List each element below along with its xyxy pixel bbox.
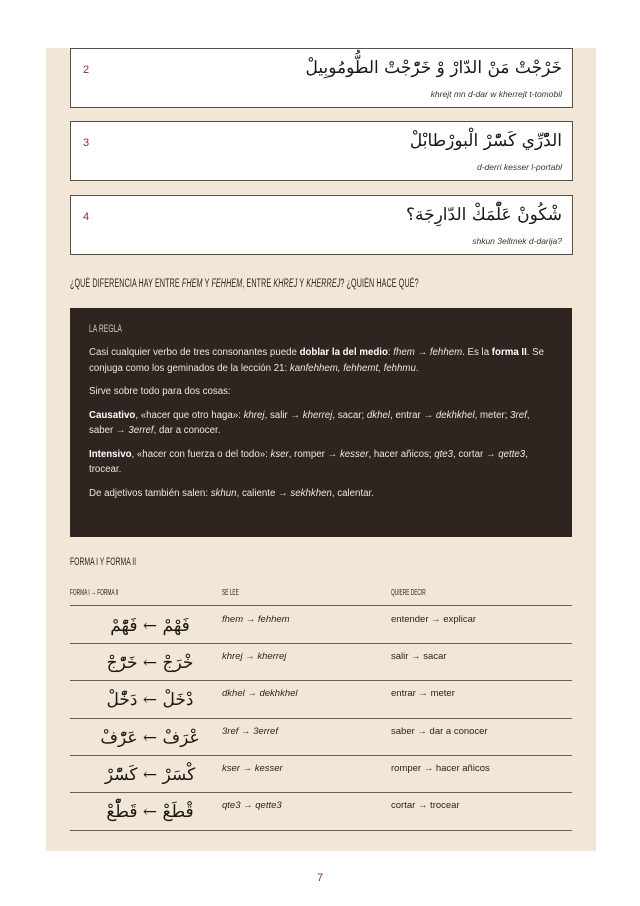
example-box-4 xyxy=(70,195,573,255)
example-arabic: الدّْرِّي كَسّْرْ الْبورْطابْلْ xyxy=(409,131,562,151)
table-cell-arabic: قْطَعْ ← قَطّْعْ xyxy=(106,802,194,822)
text: Casi cualquier verbo de tres consonantes puede xyxy=(89,347,300,358)
text: , trocear. xyxy=(89,448,528,475)
question-text: Y xyxy=(202,278,212,290)
italic-text: kherrej xyxy=(302,409,333,421)
bold-text: forma II xyxy=(491,347,527,358)
italic-text: fhem → fehhem xyxy=(393,347,463,358)
table-divider xyxy=(70,755,572,756)
text: , «hacer con fuerza o del todo»: xyxy=(131,448,271,460)
question-word: FEHHEM xyxy=(211,278,243,290)
italic-text: kser xyxy=(270,448,289,460)
text: De adjetivos también salen: xyxy=(89,487,211,499)
rule-paragraph-5 xyxy=(89,486,553,502)
text: , meter; xyxy=(474,409,511,421)
table-header: FORMA I → FORMA II xyxy=(70,588,119,597)
text: , cortar → xyxy=(453,448,499,460)
text: . xyxy=(415,362,419,374)
example-transliteration: khrejt mn d-dar w kherrejt t-tomobil xyxy=(430,89,562,99)
example-number: 3 xyxy=(83,137,90,149)
question-text: , ENTRE xyxy=(242,278,274,290)
table-cell-transliteration: 3ref → 3erref xyxy=(222,726,278,737)
italic-text: qte3 xyxy=(434,448,454,460)
question-text: ¿QUÉ DIFERENCIA HAY ENTRE xyxy=(70,278,182,290)
question-text: Y xyxy=(297,278,307,290)
rule-paragraph-4 xyxy=(89,447,553,478)
example-arabic: شْكُونْ عَلّْمَكْ الدّارِجَة؟ xyxy=(405,205,562,225)
bold-text: Intensivo xyxy=(89,448,132,460)
page-number: 7 xyxy=(316,872,324,884)
rule-paragraph-1 xyxy=(89,345,553,376)
italic-text: sekhkhen xyxy=(290,487,332,499)
table-cell-arabic: خْرَجْ ← خَرّْجْ xyxy=(106,653,194,673)
italic-text: kanfehhem, fehhemt, fehhmu xyxy=(289,362,416,374)
example-box-3 xyxy=(70,121,573,181)
rule-paragraph-2: Sirve sobre todo para dos cosas: xyxy=(89,386,231,397)
italic-text: 3erref xyxy=(128,425,154,436)
italic-text: khrej xyxy=(243,409,265,421)
table-cell-arabic: عْرَفْ ← عَرّْفْ xyxy=(100,728,200,748)
table-divider xyxy=(70,718,572,719)
text: , saber → xyxy=(89,409,530,436)
text: : xyxy=(387,347,394,358)
text: . Se conjuga como los geminados de la lección 21: xyxy=(89,347,545,374)
table-cell-arabic: فَهْمْ ← فَهّْمْ xyxy=(110,616,190,636)
text: , caliente → xyxy=(236,487,291,499)
question-heading xyxy=(70,278,419,290)
table-cell-transliteration: kser → kesser xyxy=(222,763,283,774)
text: , calentar. xyxy=(331,487,374,499)
text: , «hacer que otro haga»: xyxy=(135,409,244,421)
table-header: SE LEE xyxy=(222,588,239,597)
rule-title: LA REGLA xyxy=(89,323,122,335)
table-cell-meaning: entrar → meter xyxy=(391,688,455,699)
table-divider xyxy=(70,643,572,644)
table-cell-arabic: دْخَلْ ← دَخّْلْ xyxy=(106,690,194,710)
italic-text: dekhkhel xyxy=(435,409,475,421)
italic-text: 3ref xyxy=(510,409,527,421)
question-text: ? ¿QUIÉN HACE QUÉ? xyxy=(340,278,419,290)
italic-text: kesser xyxy=(339,448,369,460)
table-divider xyxy=(70,605,572,606)
italic-text: skhun xyxy=(210,487,237,499)
table-header: QUIERE DECIR xyxy=(391,588,426,597)
bold-text: Causativo xyxy=(89,409,136,421)
example-arabic: خَرْجْتْ مَنْ الدّارْ وْ خَرّْجْتْ الطُّومُوبِيلْ xyxy=(305,58,562,78)
question-word: FHEM xyxy=(181,278,203,290)
italic-text: dkhel xyxy=(366,409,391,421)
table-title: FORMA I Y FORMA II xyxy=(70,556,137,568)
table-cell-transliteration: dkhel → dekhkhel xyxy=(222,688,298,699)
example-transliteration: shkun 3ellmek d-darija? xyxy=(472,236,562,246)
rule-box xyxy=(70,308,572,537)
table-cell-meaning: entender → explicar xyxy=(391,614,477,625)
table-cell-meaning: cortar → trocear xyxy=(391,800,460,811)
question-word: KHERREJ xyxy=(306,278,341,290)
table-cell-transliteration: qte3 → qette3 xyxy=(222,800,282,811)
page xyxy=(46,48,596,851)
italic-text: qette3 xyxy=(498,448,526,460)
text: . Es la xyxy=(462,347,492,358)
text: , romper → xyxy=(288,448,340,460)
text: , dar a conocer. xyxy=(153,425,221,436)
example-number: 2 xyxy=(83,64,90,76)
text: , salir → xyxy=(264,409,303,421)
question-word: KHREJ xyxy=(273,278,298,290)
text: , hacer añicos; xyxy=(368,448,435,460)
table-cell-transliteration: fhem → fehhem xyxy=(222,614,290,625)
example-number: 4 xyxy=(83,211,90,223)
table-divider xyxy=(70,792,572,793)
table-divider xyxy=(70,680,572,681)
example-box-2 xyxy=(70,48,573,108)
table-cell-meaning: salir → sacar xyxy=(391,651,447,662)
rule-paragraph-3 xyxy=(89,408,553,439)
table-cell-meaning: romper → hacer añicos xyxy=(391,763,490,774)
bold-text: doblar la del medio xyxy=(299,347,388,358)
table-cell-transliteration: khrej → kherrej xyxy=(222,651,287,662)
example-transliteration: d-derri kesser l-portabl xyxy=(476,162,562,172)
table-divider xyxy=(70,830,572,831)
text: , sacar; xyxy=(332,409,367,421)
table-cell-arabic: كْسَرْ ← كَسّْرْ xyxy=(104,765,196,785)
table-cell-meaning: saber → dar a conocer xyxy=(391,726,488,737)
text: , entrar → xyxy=(390,409,436,421)
